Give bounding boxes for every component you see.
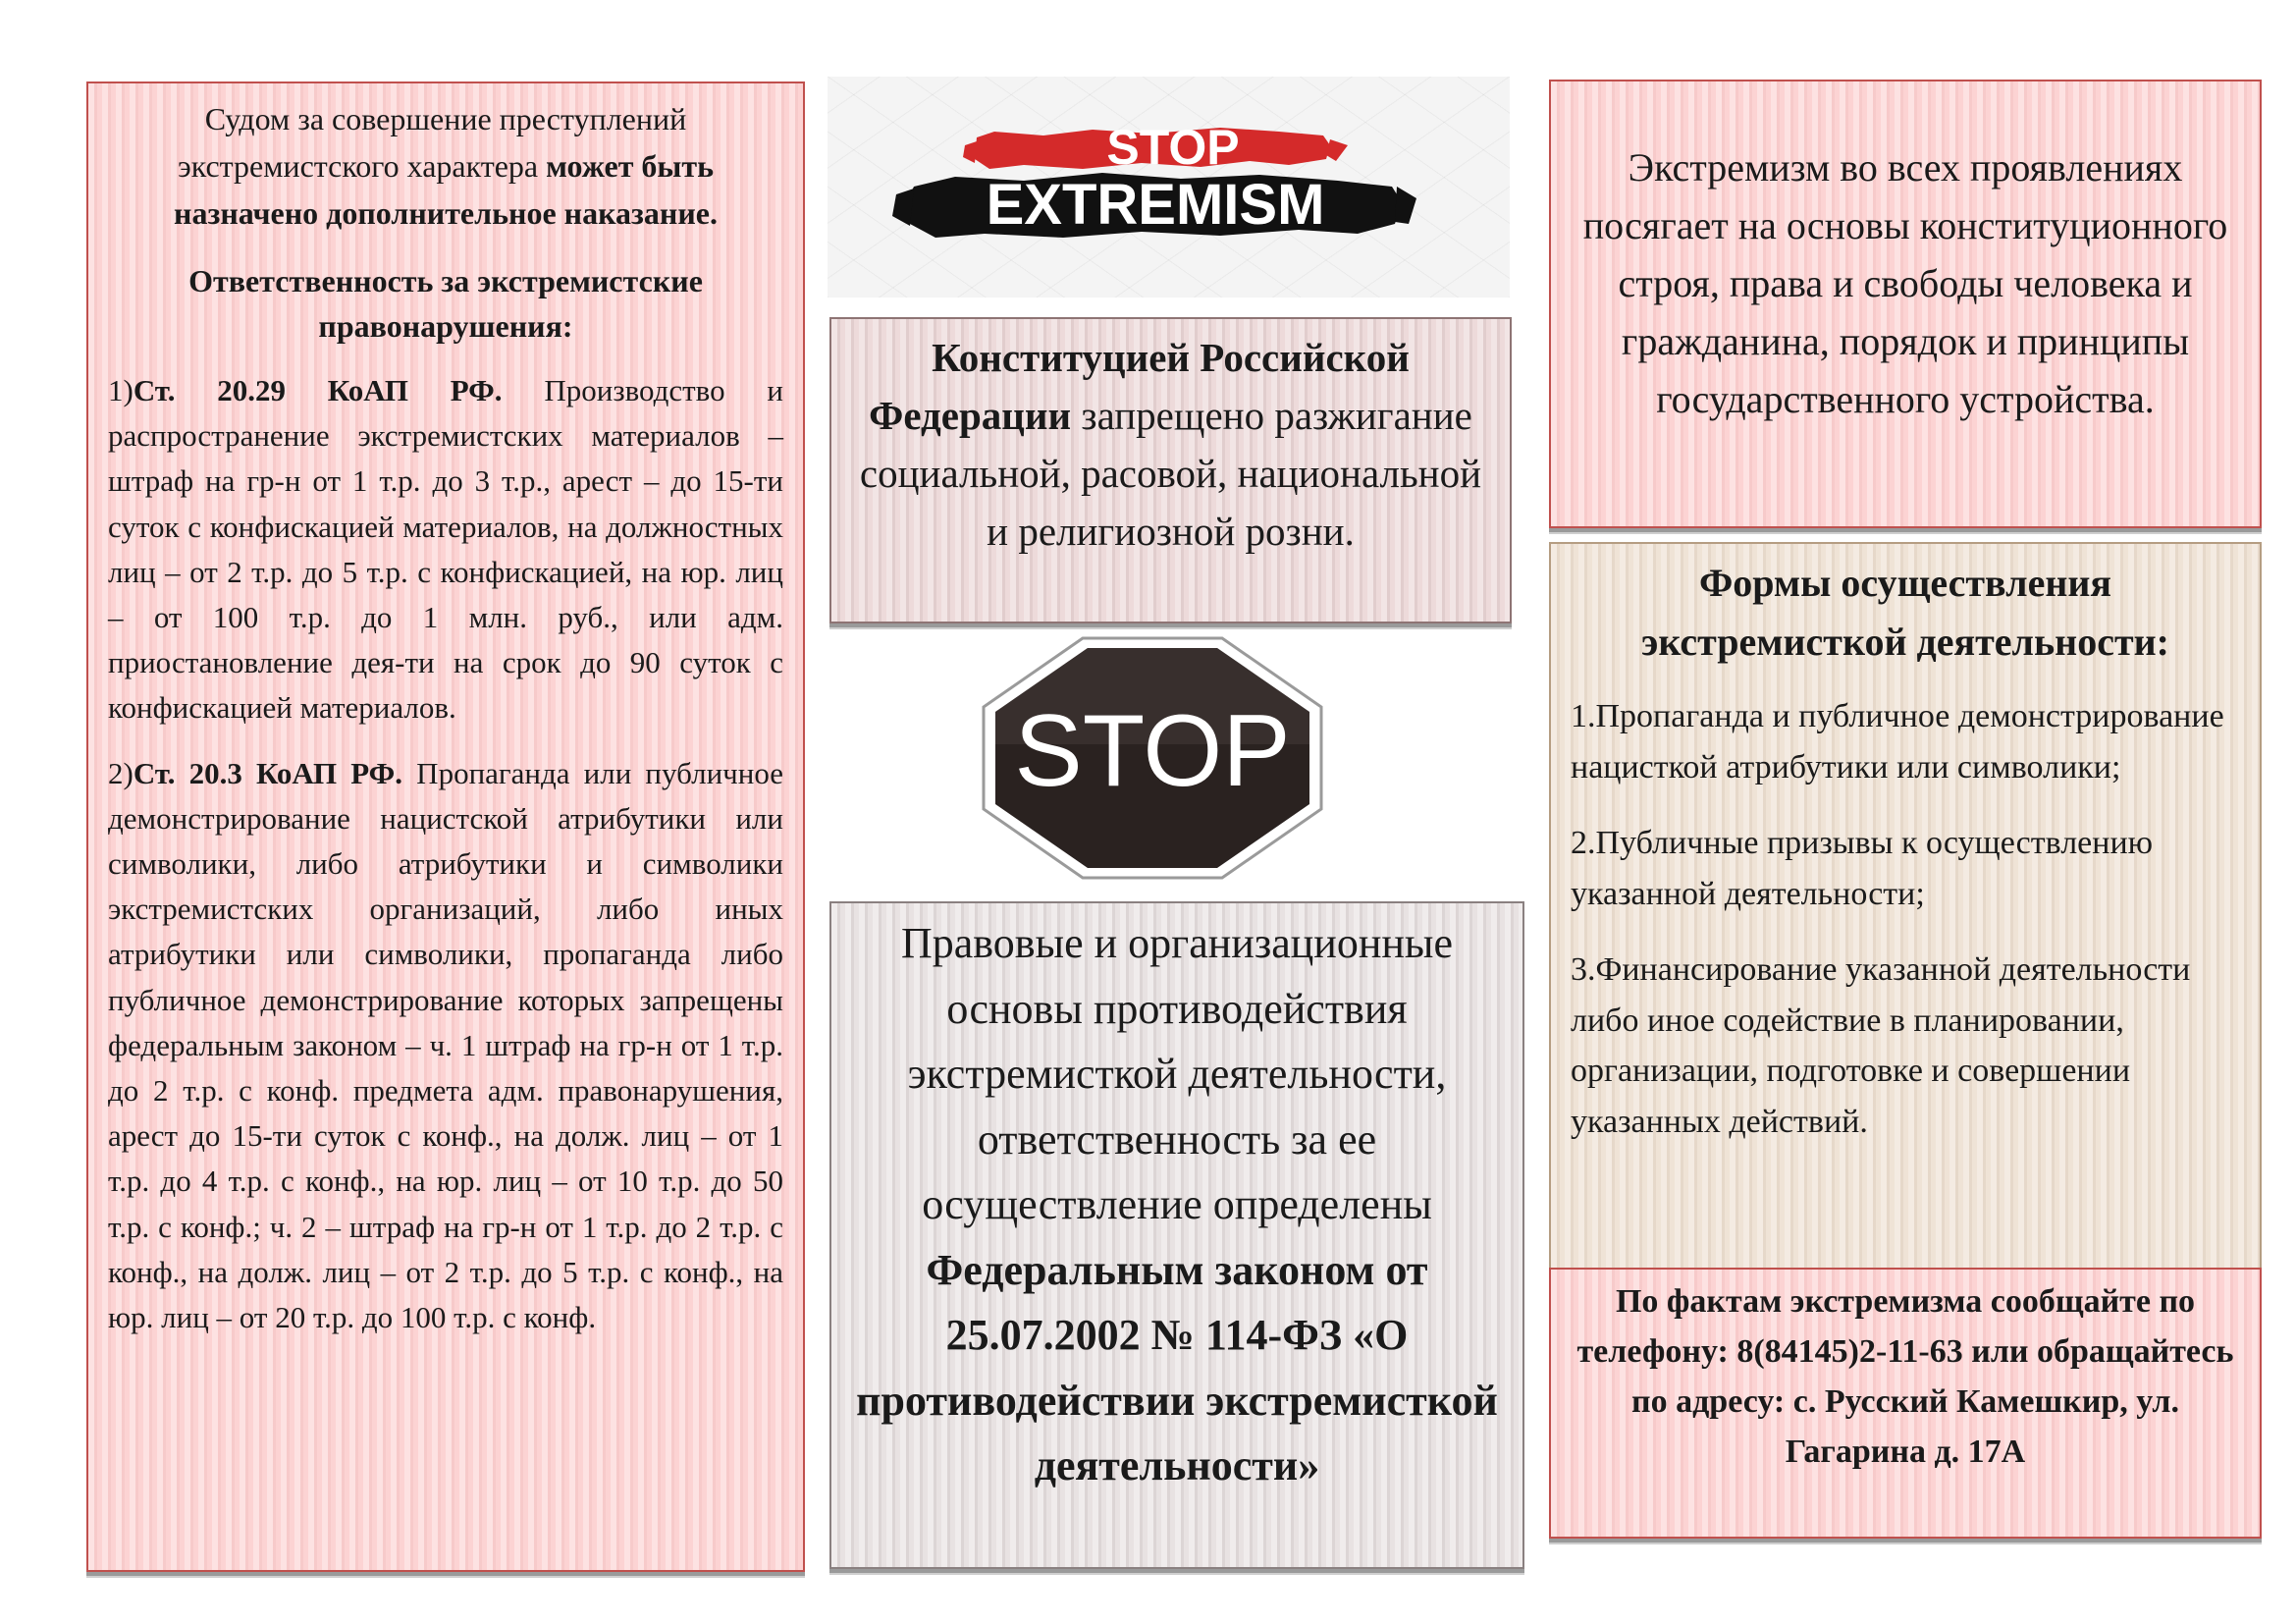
contact-panel — [1549, 1268, 2262, 1539]
penalties-panel — [86, 81, 805, 1572]
article-1-paragraph — [108, 368, 783, 731]
constitution-panel — [829, 317, 1512, 623]
article-2-reference: Ст. 20.3 КоАП РФ. — [133, 755, 403, 790]
extremism-definition-panel — [1549, 80, 2262, 528]
banner-word-extremism: EXTREMISM — [986, 173, 1325, 237]
stop-sign — [982, 636, 1323, 885]
intro-paragraph — [108, 95, 783, 237]
article-1-text: Производство и распространение экстремистских материалов – штраф на гр-н от 1 т.р. до 3 т.р., арест – до 15-ти суток с конфискацией материалов, на должностных лиц – от 2 т.р. до 5 т.р. с конфискацией, на юр. лиц – от 100 т.р. до 1 млн. руб., или адм. приостановление дея-ти на срок до 90 суток с конфискацией материалов. — [108, 373, 783, 726]
intro-text: Судом за совершение преступлений экстремистского характера — [177, 101, 687, 184]
federal-law-panel — [829, 901, 1524, 1569]
article-2-number: 2) — [108, 755, 133, 790]
red-brush-tip-left — [963, 141, 977, 163]
red-brush-tip-right — [1326, 139, 1348, 161]
constitution-text: запрещено разжигание социальной, расовой, национальной и религиозной розни. — [859, 393, 1482, 554]
intro-bold-text: может быть назначено дополнительное наказание. — [174, 148, 718, 231]
article-2-text: Пропаганда или публичное демонстрирование нацистской атрибутики или символики, либо атрибутики и символики экстремистских организаций, либо иных атрибутики или символики, пропаганда либо публичное демонстрирование которых запрещены федеральным законом – ч. 1 штраф на гр-н от 1 т.р. до 2 т.р. с конф. предмета адм. правонарушения, арест до 15-ти суток с конф., на долж. лиц – от 1 т.р. до 4 т.р. с конф., на юр. лиц – от 10 т.р. до 50 т.р. с конф.; ч. 2 – штраф на гр-н от 1 т.р. до 2 т.р. с конф., на долж. лиц – от 2 т.р. до 5 т.р. с конф., на юр. лиц – от 20 т.р. до 100 т.р. с конф. — [108, 755, 783, 1335]
forms-item-2: 2.Публичные призывы к осуществлению указанной деятельности; — [1571, 825, 2154, 912]
forms-panel — [1549, 542, 2262, 1271]
article-1-reference: Ст. 20.29 КоАП РФ. — [133, 373, 503, 407]
extremism-text: Экстремизм во всех проявлениях посягает на основы конституционного строя, права и свободы человека и гражданина, порядок и принципы государственного устройства. — [1582, 145, 2228, 421]
law-bold-text: Федеральным законом от 25.07.2002 № 114-ФЗ «О противодействии экстремисткой деятельности» — [856, 1245, 1498, 1489]
article-2-paragraph — [108, 751, 783, 1341]
stop-sign-octagon — [982, 636, 1323, 880]
forms-item-1: 1.Пропаганда и публичное демонстрирование нацисткой атрибутики или символики; — [1571, 698, 2224, 785]
banner-word-stop: STOP — [1106, 120, 1240, 175]
article-1-number: 1) — [108, 373, 133, 407]
constitution-bold-text: Конституцией Российской Федерации — [869, 335, 1410, 438]
stop-sign-label: STOP — [1014, 694, 1291, 808]
stop-extremism-banner — [828, 77, 1510, 298]
forms-title: Формы осуществления экстремисткой деятельности: — [1641, 561, 2169, 664]
stop-extremism-logo — [828, 77, 1510, 298]
forms-item-3: 3.Финансирование указанной деятельности либо иное содействие в планировании, организации, подготовке и совершении указанных действий. — [1571, 951, 2191, 1140]
responsibility-title: Ответственность за экстремистские правонарушения: — [188, 263, 703, 344]
black-brush-tip-right — [1395, 187, 1416, 224]
law-text: Правовые и организационные основы противодействия экстремисткой деятельности, ответственность за ее осуществление определены — [900, 919, 1454, 1228]
contact-text: По фактам экстремизма сообщайте по телефону: 8(84145)2-11-63 или обращайтесь по адресу: с. Русский Камешкир, ул. Гагарина д. 17А — [1576, 1283, 2234, 1470]
